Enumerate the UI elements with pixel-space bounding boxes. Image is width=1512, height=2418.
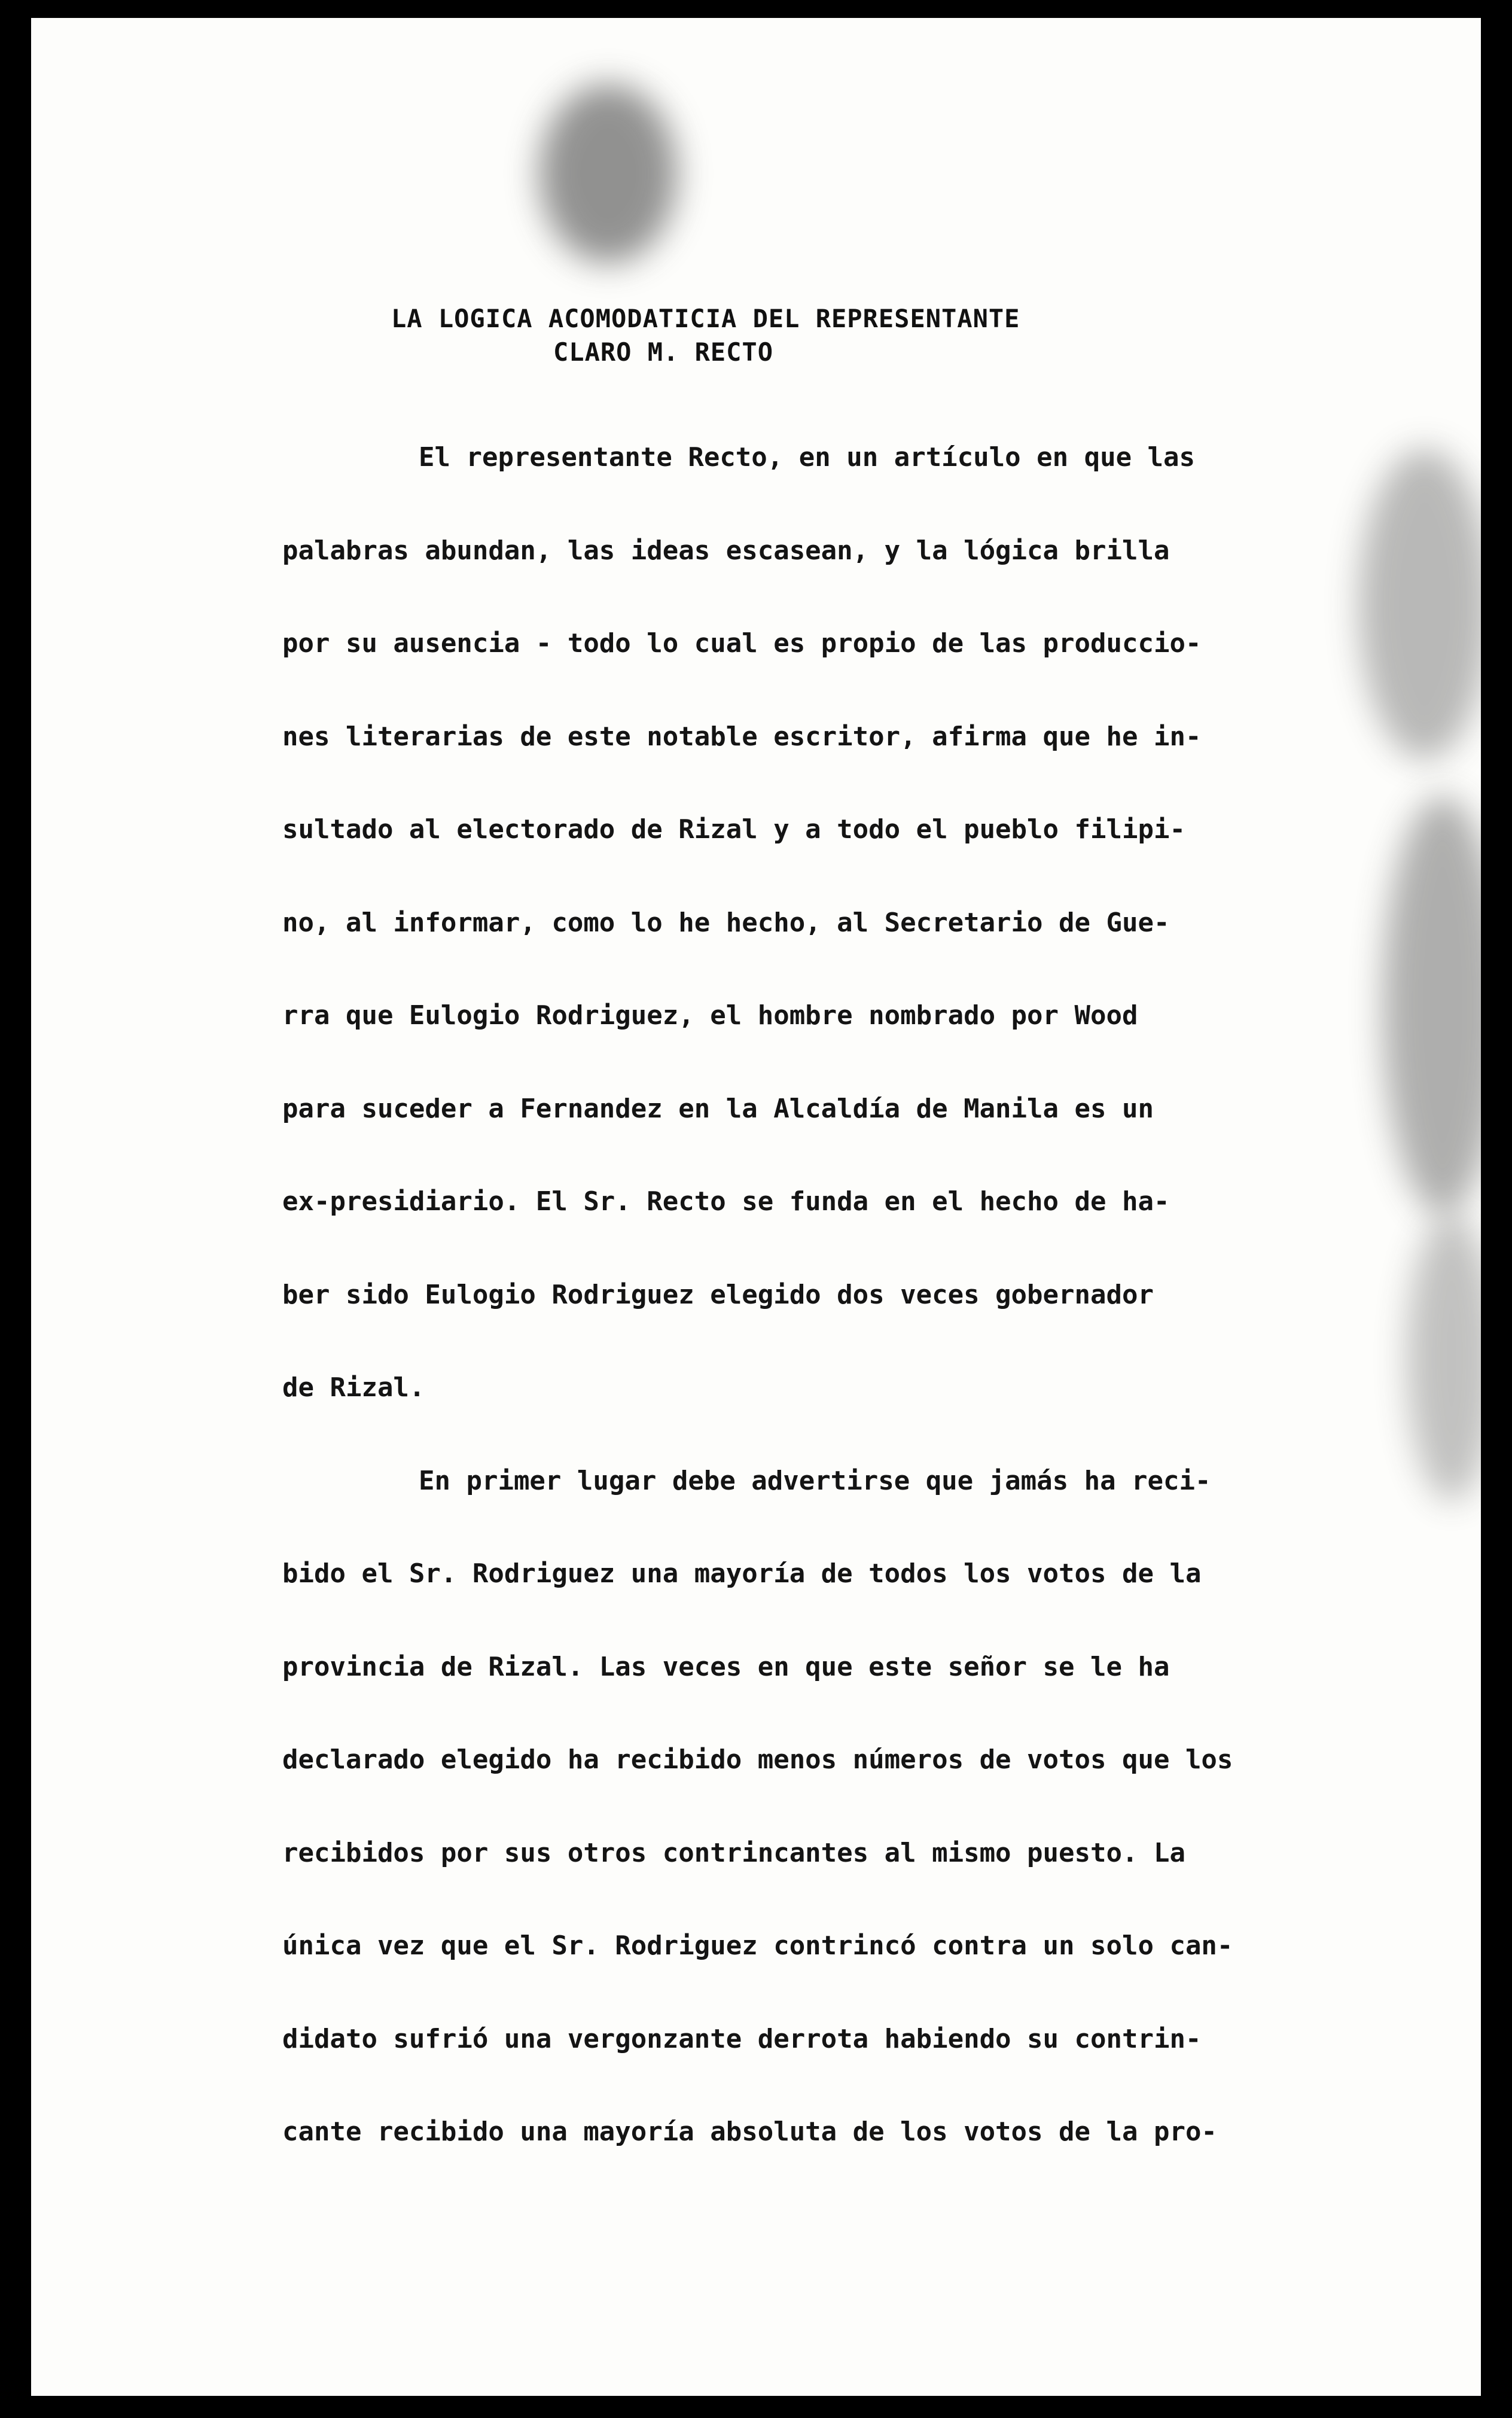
paragraph-1-line: rra que Eulogio Rodriguez, el hombre nombrado por Wood (282, 1000, 1138, 1031)
paragraph-2-line: bido el Sr. Rodriguez una mayoría de todos los votos de la (282, 1558, 1202, 1589)
paragraph-1-line: ex-presidiario. El Sr. Recto se funda en el hecho de ha- (282, 1186, 1170, 1217)
paragraph-2-line: cante recibido una mayoría absoluta de los votos de la pro- (282, 2116, 1217, 2147)
paragraph-2-line: recibidos por sus otros contrincantes al mismo puesto. La (282, 1837, 1185, 1868)
paragraph-1-line: ber sido Eulogio Rodriguez elegido dos veces gobernador (282, 1279, 1154, 1310)
paragraph-1-line: El representante Recto, en un artículo en que las (419, 442, 1196, 473)
paragraph-1-line: no, al informar, como lo he hecho, al Secretario de Gue- (282, 907, 1170, 938)
paragraph-2-line: En primer lugar debe advertirse que jamás ha reci- (419, 1465, 1211, 1496)
paragraph-1-line: de Rizal. (282, 1372, 425, 1403)
paragraph-2-line: didato sufrió una vergonzante derrota habiendo su contrin- (282, 2023, 1202, 2054)
title-line-1: LA LOGICA ACOMODATICIA DEL REPRESENTANTE (391, 304, 1020, 333)
document-page (31, 18, 1481, 2396)
paragraph-1-line: sultado al electorado de Rizal y a todo el pueblo filipi- (282, 814, 1185, 845)
paragraph-1-line: para suceder a Fernandez en la Alcaldía de Manila es un (282, 1093, 1154, 1124)
paragraph-1-line: nes literarias de este notable escritor, afirma que he in- (282, 721, 1202, 752)
paragraph-2-line: provincia de Rizal. Las veces en que este señor se le ha (282, 1651, 1170, 1682)
paragraph-1-line: por su ausencia - todo lo cual es propio de las produccio- (282, 628, 1202, 659)
paragraph-2-line: única vez que el Sr. Rodriguez contrincó contra un solo can- (282, 1930, 1233, 1961)
ink-smudge-top (539, 84, 677, 263)
paragraph-1-line: palabras abundan, las ideas escasean, y la lógica brilla (282, 535, 1170, 566)
document-body (282, 440, 1395, 2207)
paragraph-2-line: declarado elegido ha recibido menos números de votos que los (282, 1744, 1233, 1775)
title-line-2: CLARO M. RECTO (553, 337, 774, 367)
ink-smudge-right-lower (1407, 1214, 1481, 1502)
ink-smudge-right-middle (1383, 796, 1481, 1214)
